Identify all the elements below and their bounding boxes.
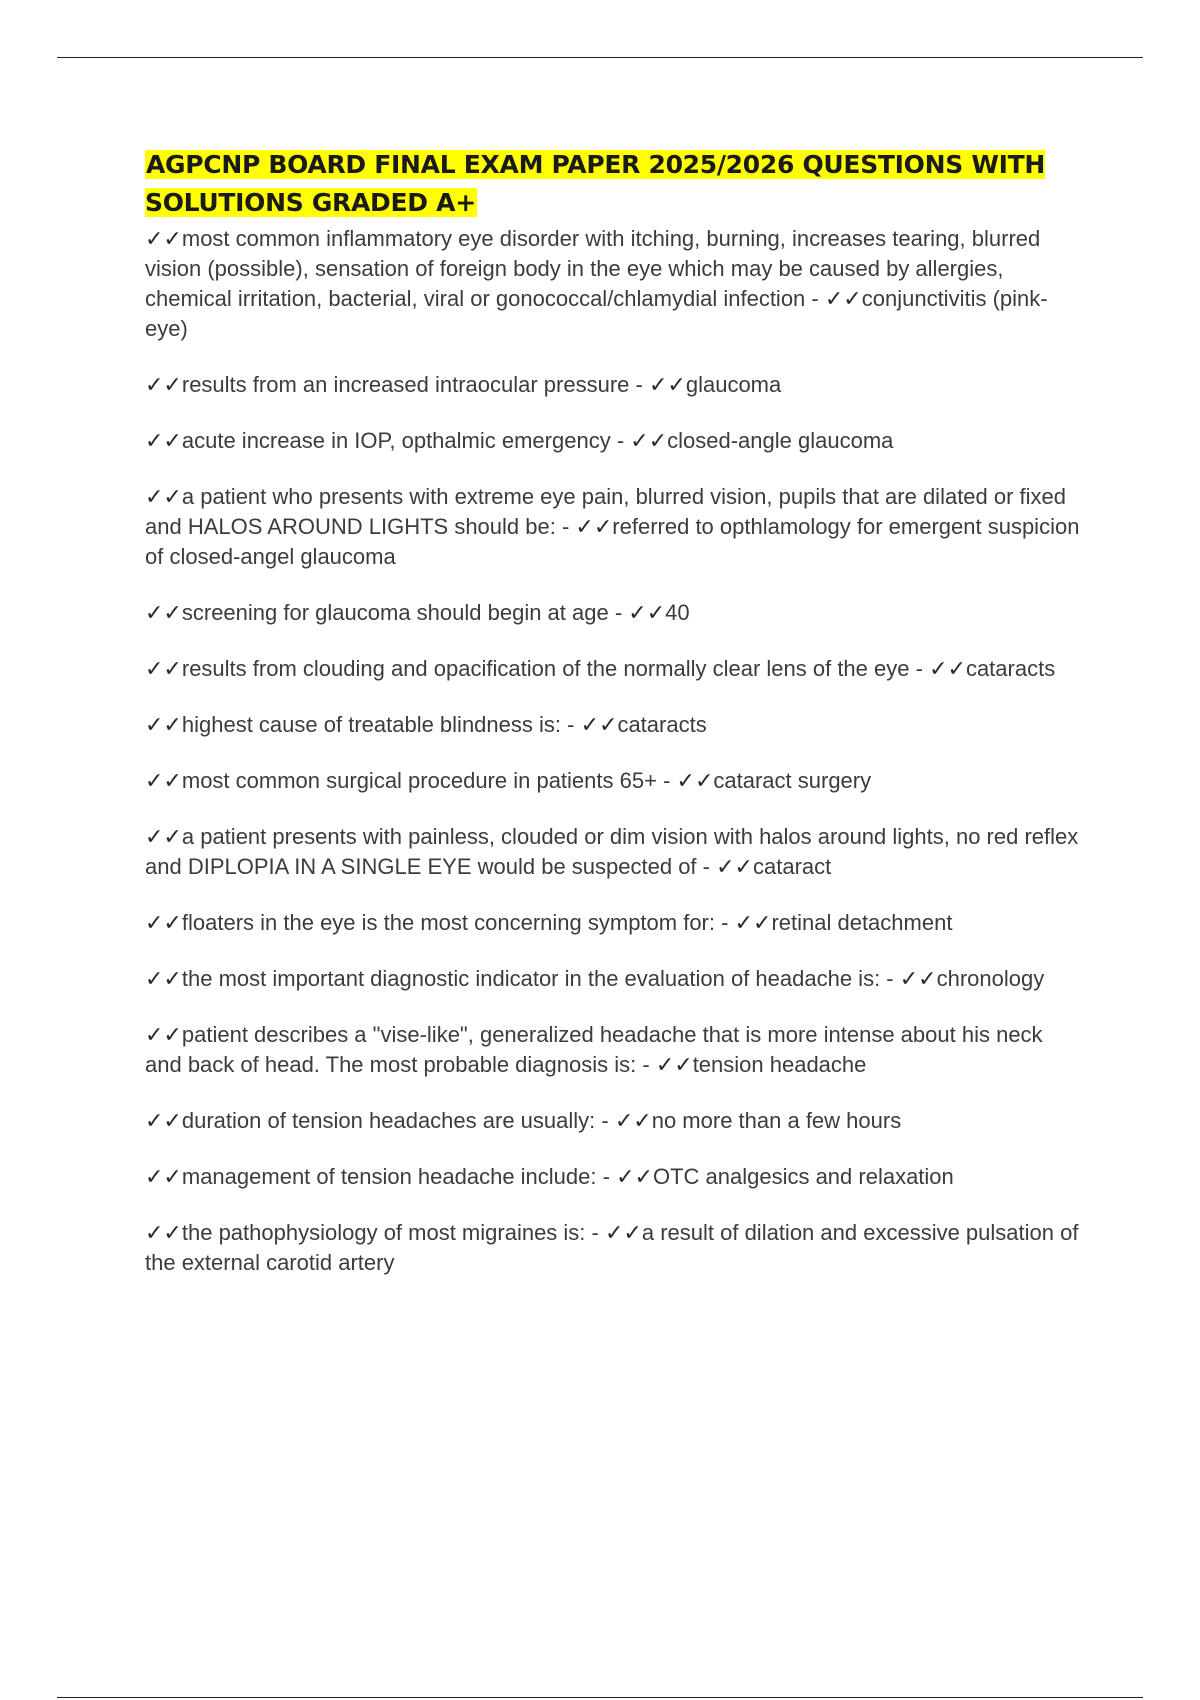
check-icon: ✓✓: [580, 712, 618, 737]
qa-item: [145, 766, 1085, 796]
check-icon: ✓✓: [655, 1052, 693, 1077]
separator: -: [696, 854, 717, 879]
qa-item: [145, 908, 1085, 938]
separator: -: [715, 910, 735, 935]
question-text: duration of tension headaches are usually:: [181, 1108, 596, 1133]
separator: -: [595, 1108, 615, 1133]
qa-item: [145, 224, 1085, 344]
separator: -: [585, 1220, 605, 1245]
answer-text: closed-angle glaucoma: [667, 428, 894, 453]
separator: -: [629, 372, 649, 397]
separator: -: [880, 966, 900, 991]
document-title-highlight: AGPCNP BOARD FINAL EXAM PAPER 2025/2026 QUESTIONS WITH SOLUTIONS GRADED A+: [145, 150, 1045, 217]
check-icon: ✓✓: [604, 1220, 642, 1245]
separator: -: [656, 768, 677, 793]
check-icon: ✓✓: [145, 966, 182, 991]
question-text: a patient who presents with extreme eye pain, blurred vision, pupils that are dilated or fixed and HALOS AROUND LIGHTS should be:: [145, 484, 1067, 539]
answer-text: referred to opthlamology for emergent suspicion of closed-angel glaucoma: [145, 514, 1080, 569]
check-icon: ✓✓: [145, 910, 182, 935]
answer-text: a result of dilation and excessive pulsation of the external carotid artery: [145, 1220, 1079, 1275]
qa-item: [145, 482, 1085, 572]
separator: -: [555, 514, 576, 539]
check-icon: ✓✓: [628, 600, 666, 625]
bottom-rule: [57, 1697, 1143, 1698]
check-icon: ✓✓: [929, 656, 966, 681]
check-icon: ✓✓: [145, 1220, 182, 1245]
qa-item: [145, 964, 1085, 994]
check-icon: ✓✓: [614, 1108, 652, 1133]
check-icon: ✓✓: [145, 600, 182, 625]
separator: -: [909, 656, 930, 681]
check-icon: ✓✓: [648, 372, 686, 397]
check-icon: ✓✓: [824, 286, 862, 311]
qa-item: [145, 1218, 1085, 1278]
top-rule: [57, 57, 1143, 58]
document-body: [145, 146, 1085, 1304]
document-title: [145, 146, 1085, 222]
check-icon: ✓✓: [145, 1108, 182, 1133]
check-icon: ✓✓: [145, 656, 182, 681]
question-text: management of tension headache include:: [181, 1164, 597, 1189]
check-icon: ✓✓: [145, 824, 182, 849]
qa-item: [145, 1020, 1085, 1080]
qa-item: [145, 710, 1085, 740]
qa-item: [145, 1162, 1085, 1192]
separator: -: [636, 1052, 656, 1077]
answer-text: cataracts: [617, 712, 707, 737]
separator: -: [805, 286, 825, 311]
qa-item: [145, 598, 1085, 628]
answer-text: cataracts: [965, 656, 1056, 681]
answer-text: 40: [665, 600, 690, 625]
check-icon: ✓✓: [899, 966, 937, 991]
check-icon: ✓✓: [575, 514, 613, 539]
check-icon: ✓✓: [616, 1164, 653, 1189]
question-text: most common inflammatory eye disorder with itching, burning, increases tearing, blurred vision (possible), sensation of foreign body in the eye which may be caused by allergies, chemical irritation, bacterial, viral or gonococcal/chlamydial infection: [145, 226, 1041, 311]
question-text: floaters in the eye is the most concerning symptom for:: [181, 910, 715, 935]
answer-text: glaucoma: [685, 372, 782, 397]
check-icon: ✓✓: [145, 768, 182, 793]
answer-text: OTC analgesics and relaxation: [652, 1164, 954, 1189]
answer-text: chronology: [936, 966, 1045, 991]
question-text: the pathophysiology of most migraines is:: [181, 1220, 586, 1245]
check-icon: ✓✓: [145, 484, 182, 509]
check-icon: ✓✓: [145, 226, 182, 251]
answer-text: no more than a few hours: [651, 1108, 902, 1133]
separator: -: [610, 428, 631, 453]
separator: -: [608, 600, 629, 625]
check-icon: ✓✓: [145, 428, 182, 453]
qa-item: [145, 822, 1085, 882]
check-icon: ✓✓: [676, 768, 714, 793]
qa-list: [145, 224, 1085, 1278]
qa-item: [145, 1106, 1085, 1136]
question-text: results from clouding and opacification of the normally clear lens of the eye: [181, 656, 910, 681]
check-icon: ✓✓: [630, 428, 668, 453]
check-icon: ✓✓: [716, 854, 753, 879]
answer-text: tension headache: [692, 1052, 867, 1077]
answer-text: conjunctivitis (pink-eye): [145, 286, 1048, 341]
check-icon: ✓✓: [145, 372, 182, 397]
qa-item: [145, 370, 1085, 400]
check-icon: ✓✓: [145, 1164, 182, 1189]
separator: -: [561, 712, 581, 737]
check-icon: ✓✓: [145, 1022, 182, 1047]
check-icon: ✓✓: [734, 910, 772, 935]
question-text: results from an increased intraocular pressure: [181, 372, 630, 397]
question-text: most common surgical procedure in patients 65+: [181, 768, 657, 793]
question-text: highest cause of treatable blindness is:: [181, 712, 561, 737]
check-icon: ✓✓: [145, 712, 182, 737]
question-text: screening for glaucoma should begin at age: [181, 600, 609, 625]
answer-text: cataract: [752, 854, 832, 879]
question-text: patient describes a "vise-like", generalized headache that is more intense about his neck and back of head. The most probable diagnosis is:: [145, 1022, 1043, 1077]
question-text: acute increase in IOP, opthalmic emergency: [181, 428, 611, 453]
question-text: the most important diagnostic indicator in the evaluation of headache is:: [181, 966, 881, 991]
question-text: a patient presents with painless, clouded or dim vision with halos around lights, no red reflex and DIPLOPIA IN A SINGLE EYE would be suspected of: [145, 824, 1079, 879]
qa-item: [145, 426, 1085, 456]
answer-text: retinal detachment: [771, 910, 953, 935]
separator: -: [596, 1164, 617, 1189]
answer-text: cataract surgery: [713, 768, 872, 793]
qa-item: [145, 654, 1085, 684]
